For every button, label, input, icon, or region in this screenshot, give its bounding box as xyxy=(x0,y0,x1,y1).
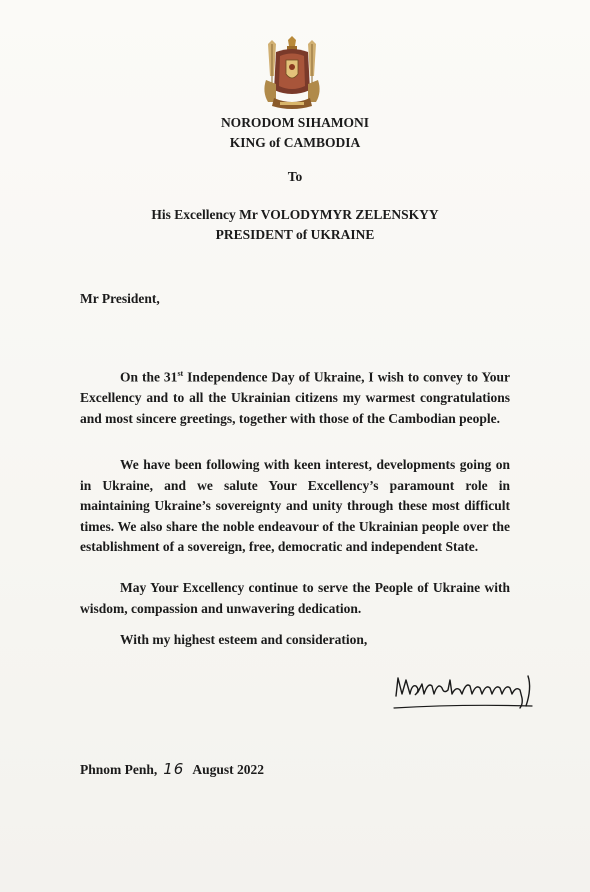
sender-title: KING of CAMBODIA xyxy=(229,135,361,150)
paragraph-2 xyxy=(80,455,510,558)
recipient-name: His Excellency Mr VOLODYMYR ZELENSKYY xyxy=(151,207,439,222)
sender-name: NORODOM SIHAMONI xyxy=(220,115,370,130)
place: Phnom Penh, xyxy=(80,762,158,777)
date-month-year: August 2022 xyxy=(192,762,264,777)
paragraph-3 xyxy=(80,578,510,619)
royal-coat-of-arms-icon xyxy=(258,36,326,112)
closing-line: With my highest esteem and consideration, xyxy=(120,632,368,647)
paragraph-1-start: On the 31 xyxy=(120,369,178,385)
paragraph-1 xyxy=(80,364,510,429)
paragraph-2-text: We have been following with keen interest, developments going on in Ukraine, and we salute Your Excellency’s paramount role in maintaining Ukraine’s sovereignty and unity through these most difficult times. We also share the noble endeavour of the Ukrainian people over the establishment of a sovereign, free, democratic and independent State. xyxy=(80,457,510,554)
date-day: 16 xyxy=(163,760,185,778)
salutation: Mr President, xyxy=(80,291,160,306)
to-line: To xyxy=(287,169,303,184)
sender-block xyxy=(0,113,590,153)
place-date xyxy=(80,760,264,778)
recipient-block xyxy=(0,205,590,245)
paragraph-1-rest: Independence Day of Ukraine, I wish to convey to Your Excellency and to all the Ukrainian citizens my warmest congratulations and most sincere greetings, together with those of the Cambodian people. xyxy=(80,369,510,426)
ordinal-suffix: st xyxy=(177,369,184,378)
recipient-title: PRESIDENT of UKRAINE xyxy=(215,227,375,242)
handwritten-signature-icon xyxy=(392,668,542,714)
paragraph-3-text: May Your Excellency continue to serve the People of Ukraine with wisdom, compassion and unwavering dedication. xyxy=(80,580,510,616)
